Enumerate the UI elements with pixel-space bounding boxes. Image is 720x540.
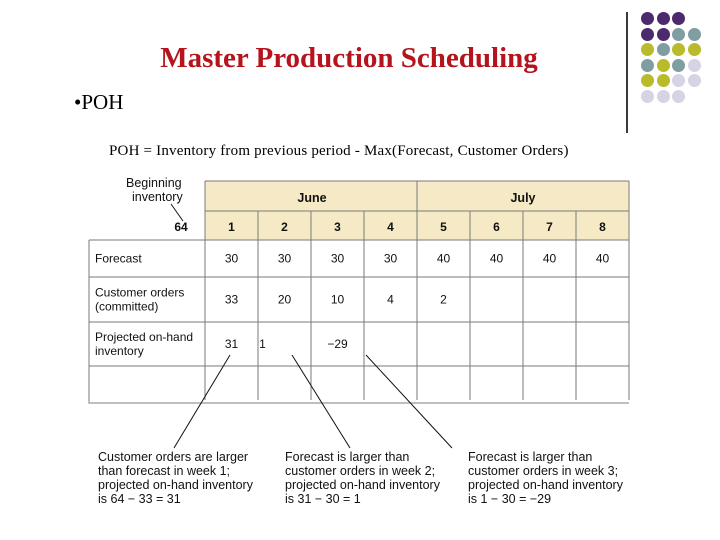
table-cell: 30 — [330, 251, 345, 266]
table-cell: 30 — [277, 251, 292, 266]
annotation-line: Customer orders are larger — [98, 450, 249, 464]
table-cell: 4 — [387, 292, 394, 307]
poh-formula: POH = Inventory from previous period - Max(Forecast, Customer Orders) — [109, 143, 569, 159]
row-label: Forecast — [95, 251, 142, 266]
week-number: 3 — [334, 220, 341, 234]
table-cell: 33 — [224, 292, 239, 307]
week-number: 6 — [493, 220, 500, 234]
annotation-line: is 64 − 33 = 31 — [98, 492, 181, 506]
annotation-line: projected on-hand inventory — [98, 478, 253, 492]
beginning-inventory-value: 64 — [174, 220, 188, 234]
month-june: June — [297, 191, 327, 205]
week-number: 7 — [546, 220, 553, 234]
annotation-week3 — [468, 450, 623, 506]
week-number: 2 — [281, 220, 288, 234]
table-cell: 30 — [224, 251, 239, 266]
annotation-line: is 1 − 30 = −29 — [468, 492, 552, 506]
annotation-line: Forecast is larger than — [285, 450, 410, 464]
row-label: Customer orders — [95, 285, 185, 300]
torn-edge — [89, 400, 629, 403]
week-number: 5 — [440, 220, 447, 234]
table-cell: 30 — [383, 251, 398, 266]
annotation-line: than forecast in week 1; — [98, 464, 231, 478]
bullet-poh: •POH — [74, 90, 124, 114]
table-cell: 40 — [436, 251, 451, 266]
table-cell: 40 — [595, 251, 610, 266]
table-cell: 20 — [277, 292, 292, 307]
annotation-week1 — [98, 450, 253, 506]
beginning-inventory-label-line1: Beginning — [126, 176, 182, 190]
table-cell: 31 — [224, 337, 239, 351]
month-july: July — [510, 191, 536, 205]
slide-title: Master Production Scheduling — [160, 42, 538, 74]
annotation-line: Forecast is larger than — [468, 450, 593, 464]
week-number: 8 — [599, 220, 606, 234]
annotation-line: customer orders in week 3; — [468, 464, 619, 478]
table-cell: −29 — [327, 337, 348, 351]
week-number: 4 — [387, 220, 394, 234]
row-label: Projected on-hand — [95, 330, 194, 344]
table-cell: 10 — [330, 292, 345, 307]
annotation-line: is 31 − 30 = 1 — [285, 492, 361, 506]
annotation-line: projected on-hand inventory — [285, 478, 440, 492]
row-label: (committed) — [95, 299, 159, 314]
table-cell: 2 — [440, 292, 447, 307]
annotation-line: customer orders in week 2; — [285, 464, 436, 478]
beginning-inventory-label-line2: inventory — [132, 190, 183, 204]
table-cell: 40 — [542, 251, 557, 266]
annotation-week2 — [285, 450, 440, 506]
row-label: inventory — [95, 344, 144, 358]
table-cell: 1 — [259, 337, 266, 351]
beginning-inventory-pointer — [171, 204, 183, 221]
week-number: 1 — [228, 220, 235, 234]
table-cell: 40 — [489, 251, 504, 266]
annotation-line: projected on-hand inventory — [468, 478, 623, 492]
